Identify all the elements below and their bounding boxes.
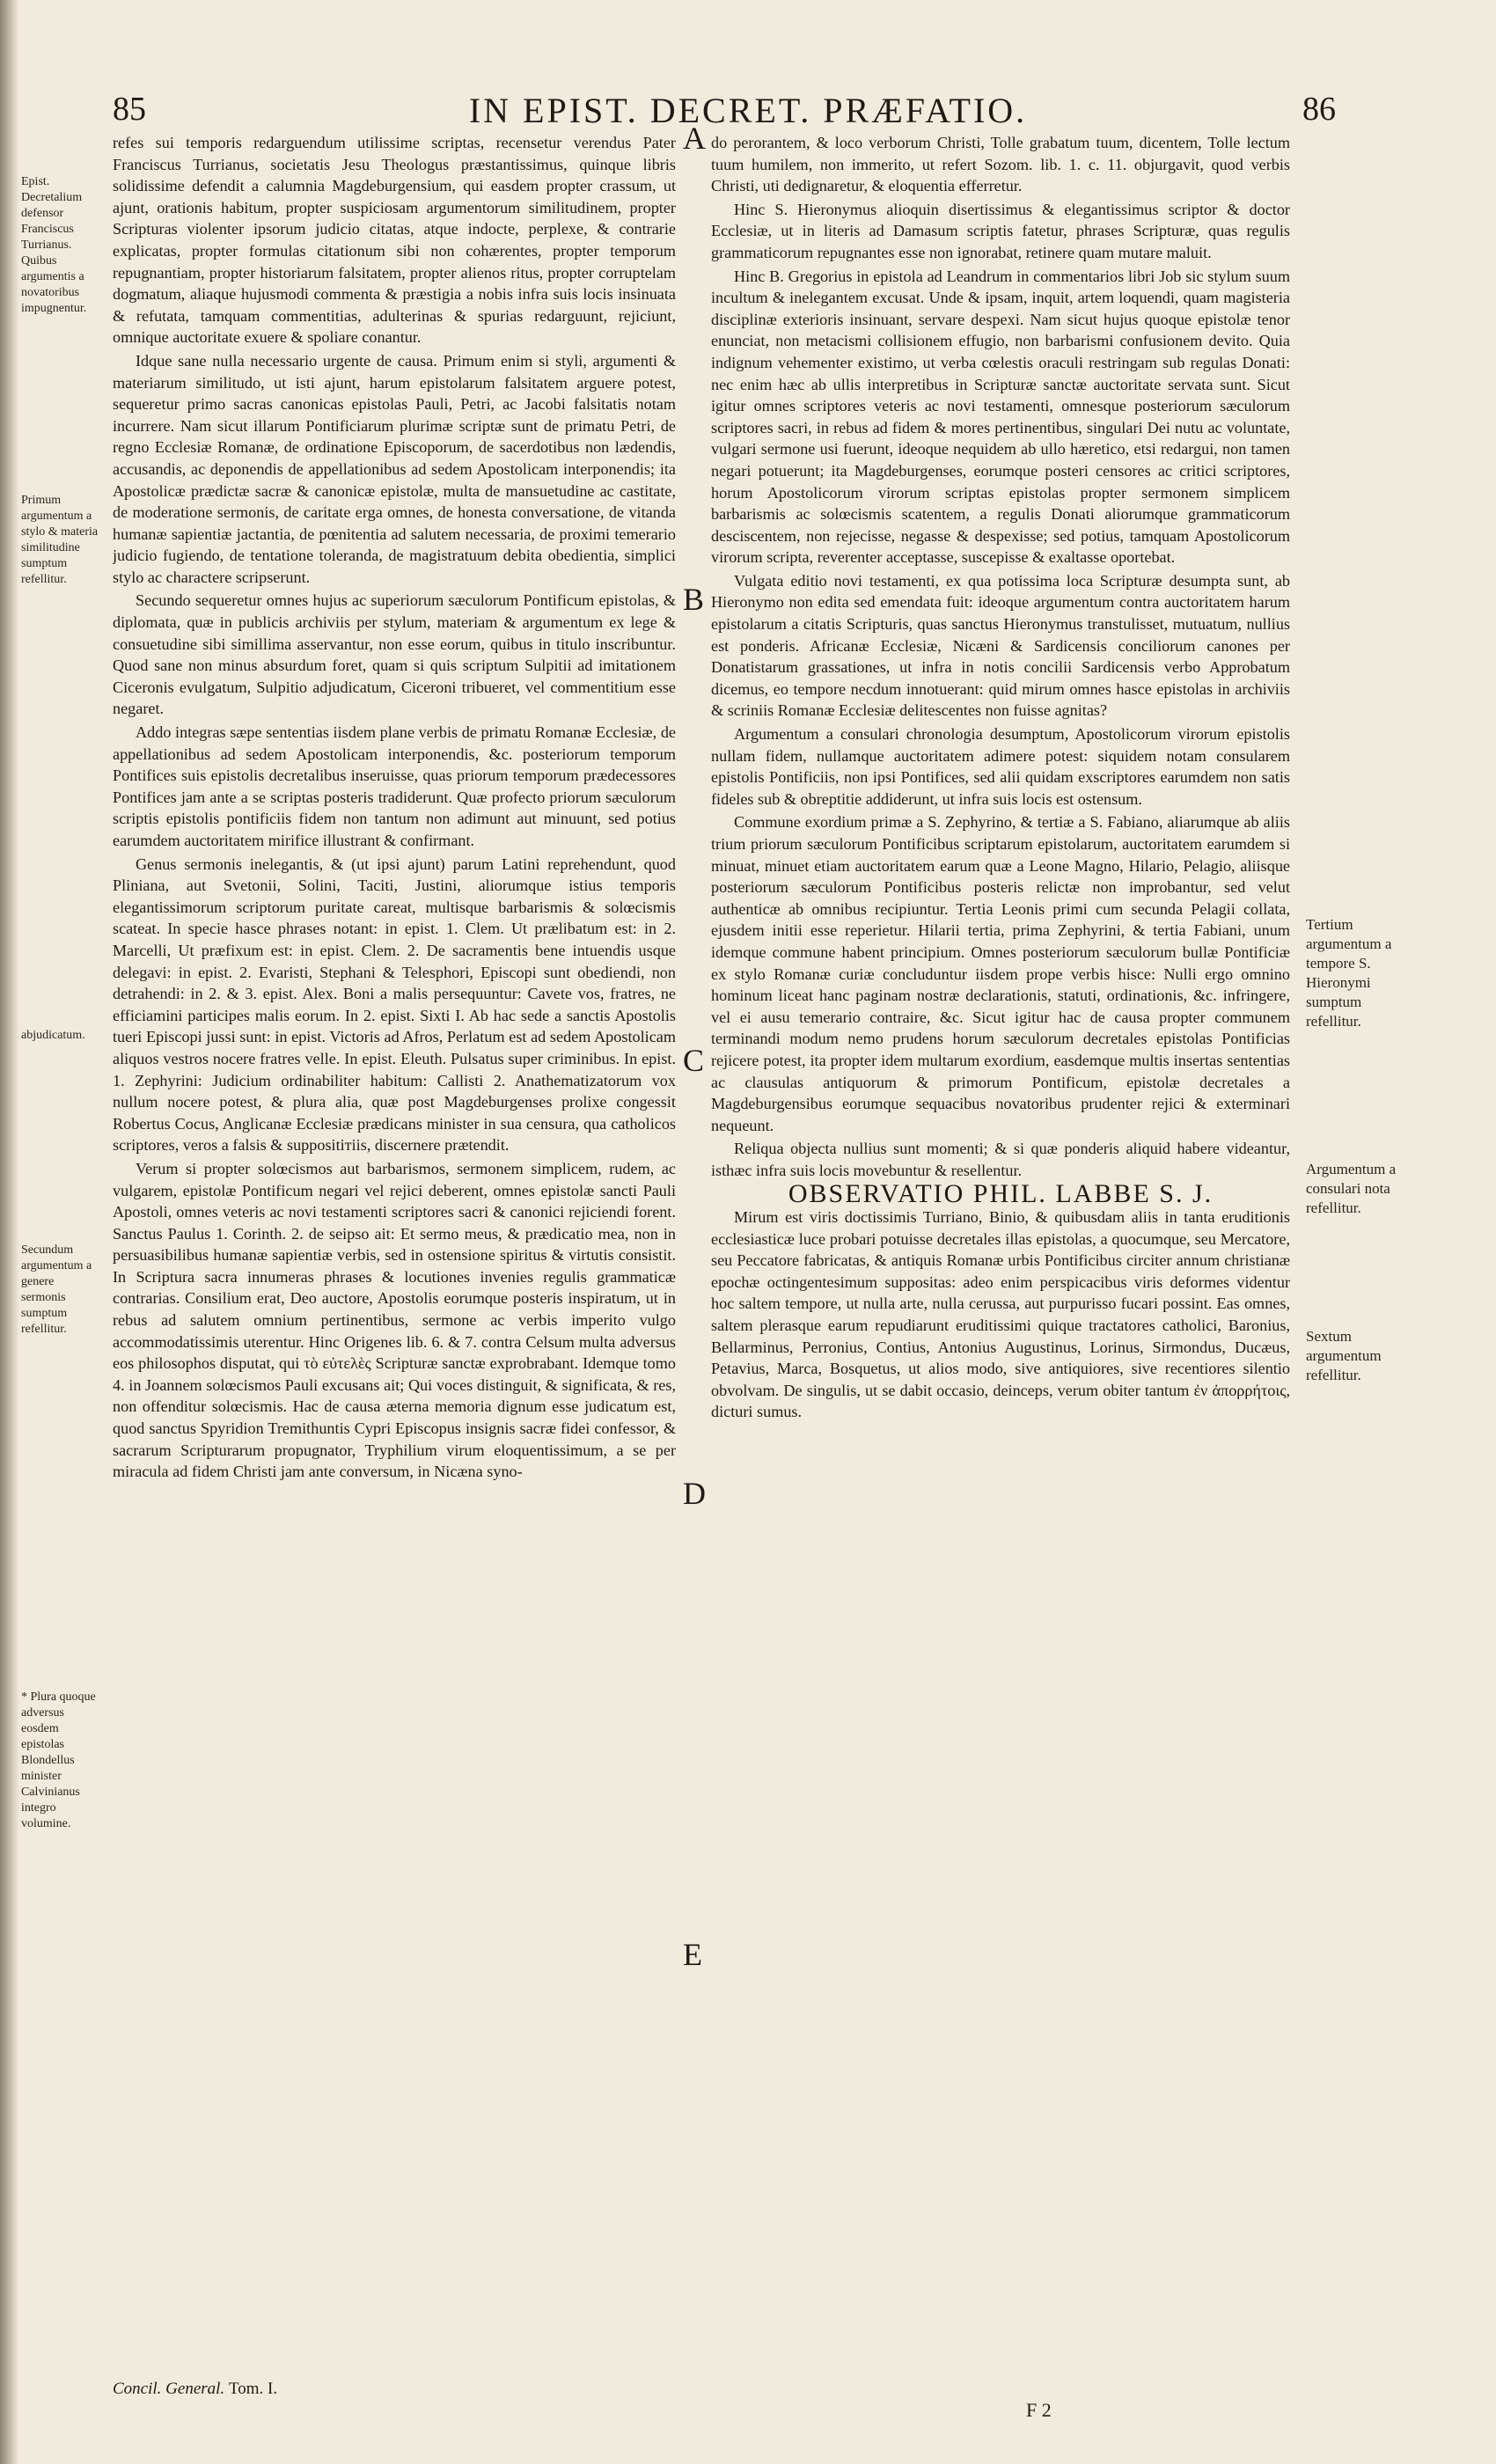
paragraph: Argumentum a consulari chronologia desumptum, Apostolicorum virorum epistolis nullam fidem, nullamque auctoritatem adimere potest: siquidem notam consularem epistolis Pontificiis, non ipsi Pontifices, sed alii quidam exscriptores earumdem non satis fideles sub & obreptitie addiderunt, ut infra suis locis est ostensum. (711, 725, 1290, 808)
margin-note-left-4: Secundum argumentum a genere sermonis sumptum refellitur. (21, 1243, 92, 1336)
section-letter-a: A (683, 121, 706, 156)
page-title: IN EPIST. DECRET. PRÆFATIO. (468, 91, 1028, 130)
paragraph: Mirum est viris doctissimis Turriano, Binio, & quibusdam aliis in tanta eruditionis ecclesiasticæ luce probari potuisse decretales illas epistolas, a quocumque, seu Mercatore, seu Peccatore fabricatas, & antiquis Romanæ urbis Pontificibus circiter annum christianæ epochæ octingentesimum suppositas: adeo enim perspicacibus viris deformes videntur hoc saltem tempore, ut nulla arte, nulla cerussa, aut purpurisso fucari possint. Eas omnes, saltem plerasque earum repudiarunt eruditissimi quique tractatores catholici, Baronius, Bellarminus, Perronius, Contius, Antonius Augustinus, Lorinus, Sirmondus, Ducæus, Petavius, Marca, Bosquetus, ut alios modo, sive antiquiores, sive recentiores silentio obvolvam. De singulis, ut se dabit occasio, deinceps, verum obiter tantum ἐν ἀπορρήτοις, dicturi sumus. (711, 1208, 1290, 1421)
margin-note-right-3: Sextum argumentum refellitur. (1306, 1328, 1382, 1383)
running-header (0, 84, 1496, 137)
section-letter-c: C (683, 1043, 705, 1078)
paragraph: do perorantem, & loco verborum Christi, Tolle grabatum tuum, dicentem, Tolle lectum tuum humilem, non immerito, ut refert Sozom. lib. 1. c. 11. objurgavit, quod verbis Christi, uti dedignaretur, & eloquentia efferretur. (711, 134, 1290, 195)
paragraph: Idque sane nulla necessario urgente de causa. Primum enim si styli, argumenti & materiarum similitudo, ut isti ajunt, harum epistolarum falsitatem arguere potest, sequeretur primo sacras canonicas epistolas Pauli, Petri, ac Jacobi falsitatis notam incurrere. Nam sicut illarum Pontificiarum plurimæ scriptæ sunt de primatu Petri, de regno Ecclesiæ Romanæ, de ordinatione Episcoporum, de sacerdotibus non lædendis, accusandis, ac deponendis de appellationibus ad sedem Apostolicam interponendis; ita Apostolicæ prædictæ sacræ & canonicæ epistolæ, multa de mansuetudine ac castitate, de moderatione sermonis, de caritate erga omnes, de honesta conversatione, de vitanda humanæ sapientiæ jactantia, de pœnitentia ad salutem necessaria, de proximi temerario judicio fugiendo, de tentatione toleranda, de magistratuum debita obedientia, simplici stylo ac characterе scripserunt. (113, 351, 676, 586)
paragraph: Hinc S. Hieronymus alioquin disertissimus & elegantissimus scriptor & doctor Ecclesiæ, ut in literis ad Damasum scriptis fatetur, phrases Scripturæ, quas regulis grammaticorum repugnantes esse non ignorabat, retinere quam mutare maluit. (711, 200, 1290, 261)
paragraph: Verum si propter solœcismos aut barbarismos, sermonem simplicem, rudem, ac vulgarem, epistolæ Pontificum negari vel rejici deberent, omnes epistolæ sancti Pauli Apostoli, omnes veteris ac novi testamenti scriptores sacri & canonici rejiciendi forent. Sanctus Paulus 1. Corinth. 2. de seipso ait: Et sermo meus, & prædicatio mea, non in persuasibilibus humanæ sapientiæ verbis, sed in ostensione spiritus & virtutis consistit. In Scriptura sacra innumeras phrases & locutiones invenies regulis grammaticæ contrarias. Consilium erat, Deo auctore, Apostolis eorumque posteris inspiratum, ut in rebus ad salutem omnium pertinentibus, sermone ac verbis imperito vulgo accommodatissimis uterentur. Hinc Origenes lib. 6. & 7. contra Celsum multa adversus eos philosophos disputat, qui τὸ εὐτελὲς Scripturæ sanctæ exprobrabant. Idemque tomo 4. in Joannem solœcismos Pauli excusans ait; Qui voces distinguit, & significata, & res, non offenditur solœcismis. Hac de causa æterna memoria dignum esse judicatum est, quod sanctus Spyridion Tremithuntis Cypri Episcopus insignis sacræ fidei confessor, & sacrarum Scripturarum propugnator, Tryphilium virum eloquentissimum, a se per miracula ad fidem Christi jam ante conversum, in Nicæna syno- (113, 1159, 676, 1481)
paragraph: Addo integras sæpe sententias iisdem plane verbis de primatu Romanæ Ecclesiæ, de appellationibus ad sedem Apostolicam interponendis, &c. posteriorum temporum Pontifices suis epistolis decretalibus inseruisse, quas priorum temporum prædecessores Pontifices jam ante a se scriptas posteris tradiderunt. Quæ profecto priorum sæculorum scriptis epistolis pontificiis fidem non tantum non adimunt aut minuunt, sed potius earumdem auctoritatem mirifice illustrant & confirmant. (113, 723, 676, 849)
page-number-right: 86 (1302, 91, 1336, 128)
paragraph: Reliqua objecta nullius sunt momenti; & si quæ ponderis aliquid habere videantur, isthæc infra suis locis movebuntur & resellentur. (711, 1140, 1290, 1179)
left-column (113, 132, 676, 2385)
section-letter-b: B (683, 582, 705, 617)
margin-note-left-2: Primum argumentum a stylo & materia similitudine sumptum refellitur. (21, 494, 99, 586)
margin-note-right-2: Argumentum a consulari nota refellitur. (1306, 1161, 1397, 1216)
section-letter-e: E (683, 1937, 702, 1972)
margin-note-left-3: abjudicatum. (21, 1029, 85, 1042)
section-letter-d: D (683, 1476, 706, 1511)
paragraph: Hinc B. Gregorius in epistola ad Leandrum in commentarios libri Job sic stylum suum incultum & inelegantem excusat. Unde & ipsam, inquit, artem loquendi, quam magisteria disciplinæ exterioris insinuant, servare despexi. Nam sicut hujus quoque epistolæ tenor enunciat, non metacismi collisionem effugio, non barbarismi confusionem devito. Quia indignum vehementer existimo, ut verba cœlestis oraculi restringam sub regulas Donati: nec enim hæc ab ullis interpretibus in Scripturæ sanctæ auctoritate servata sunt. Sicut igitur omnes scriptores veteris ac novi testamenti, omnesque posteriorum sæculorum scriptores sacri, in rebus ad fidem & mores pertinentibus, singulari Dei nutu ac voluntate, vulgari sermone usi fuerunt, ideoque nequidem ab ullo hæretico, etsi redargui, non tamen negari potuerunt; ita Magdeburgenses, eorumque posteri censores ac critici scriptores, horum Apostolicorum virorum scriptas epistolas propter sermonem simplicem barbarismis ac solœcismis scatentem, a regulis Donati aliorumque grammaticorum desciscentem, non rejecisse, negasse & despexisse; sed potius, tamquam Apostolicorum virorum scripta, reverenter acceptasse, suscepisse & exaltasse oportebat. (711, 267, 1290, 567)
paragraph: refes sui temporis redarguendum utilissime scriptas, recensetur verendus Pater Franciscus Turrianus, societatis Jesu Theologus præstantissimus, quinque libris solidissime defendit a calumnia Magdeburgensium, qui easdem propter crassum, ut ajunt, orationis habitum, propter suspiciosam argumentorum similitudinem, propter Scripturas violenter ipsorum judicio citatas, atque indocte, perplexe, & contrarie explicatas, propter formulas citationum sibi non cohærentes, propter temporum repugnantiam, propter historiarum falsitatem, propter alienos ritus, propter corruptelam dogmatum, aliaque hujusmodi commenta & præstigia a nobis infra suis locis insinuata & refutata, tamquam commentitias, adulterinas & spurias redarguunt, rejiciunt, omnique auctoritate exuere & spoliare conantur. (113, 134, 676, 347)
signature-mark: F 2 (1026, 2399, 1052, 2421)
paragraph: Vulgata editio novi testamenti, ex qua potissima loca Scripturæ desumpta sunt, ab Hieronymo non edita sed emendata fuit: ideoque argumentum contra auctoritatem harum epistolarum a citatis Scripturis, quas sanctus Hieronymus transtulisset, mutuatum, nullius est ponderis. Africanæ Ecclesiæ, Nicæni & Sardicensis conciliorum canones per Donatistarum grassationes, ut infra in notis concilii Sardicensis verbo Approbatum dicemus, eo tempore necdum innotuerant: quid mirum omnes hasce epistolas in archiviis & scriniis Romanæ Ecclesiæ delitescentes non fuisse agnitas? (711, 571, 1290, 720)
margin-note-left-1: Epist. Decretalium defensor Franciscus Turrianus. Quibus argumentis a novatoribus impugnentur. (21, 175, 87, 315)
right-column (711, 132, 1290, 2402)
page-number-left: 85 (113, 91, 146, 128)
footer-tome: Tom. I. (228, 2380, 278, 2398)
footer-reference (113, 2380, 277, 2399)
margin-note-left-5: * Plura quoque adversus eosdem epistolas Blondellus minister Calvinianus integro volumine. (21, 1690, 96, 1830)
paragraph: Secundo sequeretur omnes hujus ac superiorum sæculorum Pontificum epistolas, & diplomata, quæ in publicis archiviis per stylum, materiam & argumentum ex lege & consuetudine sibi simillima asservantur, non esse eorum, quibus in titulo inscribuntur. Quod sane non minus absurdum foret, quam si quis scriptum Sulpitii ad imitationem Ciceronis evulgatum, Sulpitio adjudicatum, Ciceroni tribueret, vel commentitium esse negaret. (113, 591, 676, 718)
paragraph: Genus sermonis inelegantis, & (ut ipsi ajunt) parum Latini reprehendunt, quod Pliniana, aut Svetonii, Solini, Taciti, Justini, aliorumque istius temporis elegantissimorum scriptorum puritate careat, multisque barbarismis & solœcismis scateat. In specie hasce phrases notant: in epist. 1. Clem. Ut prælibatum est: in 2. Marcelli, Ut præfixum est: in epist. Clem. 2. De sacramentis bene intuendis usque delegavi: in epist. 2. Evaristi, Stephani & Telesphori, Episcopi sunt obediendi, non detrahendi: in 2. & 3. epist. Alex. Boni a malis persequuntur: Cavete vos, fratres, ne efficiamini participes malis eorum. In 2. epist. Sixti I. Ab hac sede a sanctis Apostolis tueri Episcopi jussi sunt: in epist. Victoris ad Afros, Perlatum est ad sedem Apostolicam aliquos vestros nocere fratres velle. In epist. Eleuth. Pulsatus super criminibus. In epist. 1. Zephyrini: Judicium ordinabiliter habitum: Callisti 2. Anathematizatorum vox nullum nocere potest, & plura alia, quæ post Magdeburgenses prolixe congessit Robertus Cocus, Anglicanæ Ecclesiæ prædicans minister in sua censura, qua catholicos scriptores, veros a falsis & suppositiтiis, discernere prætendit. (113, 854, 676, 1155)
margin-note-right-1: Tertium argumentum a tempore S. Hieronymi sumptum refellitur. (1306, 916, 1392, 1030)
section-heading: OBSERVATIO PHIL. LABBE S. J. (788, 1178, 1214, 1208)
footer-work: Concil. General. (113, 2380, 225, 2398)
paragraph: Commune exordium primæ a S. Zephyrino, & tertiæ a S. Fabiano, aliarumque ab aliis trium priorum sæculorum Pontificibus scriptarum epistolarum, auctoritatem earumdem si minuat, minuet etiam auctoritatem earum quæ a Leone Magno, Hilario, Pelagio, aliisque posteriorum sæculorum Pontificibus posteris relictæ non improbantur, sed velut authenticæ ab omnibus recipiuntur. Tertia Leonis primi cum secunda Pelagii collata, ejusdem initii esse reperietur. Hilarii tertia, prima Zephyrini, & tertia Fabiani, unum idemque commune habent principium. Omnes posteriorum sæculorum bullæ Pontificiæ ex stylo Romanæ curiæ concluduntur iisdem prope verbis hisce: Nulli ergo omnino hominum liceat hanc paginam nostræ declarationis, statuti, ordinationis, &c. infringere, vel ei ausu temerario contraire, &c. Sicut igitur hac de causa propter communem terminandi modum nemo prudens horum sæculorum decretales epistolas Pontificias rejicere potest, ita propter idem multarum exordium, easdemque multis insertas sententias ac clausulas antiquorum & primorum Pontificum, epistolæ decretales a Magdeburgensibus eorumque sequacibus novatoribus prudenter rejici & exterminari nequeunt. (711, 813, 1290, 1134)
page-gutter-shadow (0, 0, 19, 2464)
